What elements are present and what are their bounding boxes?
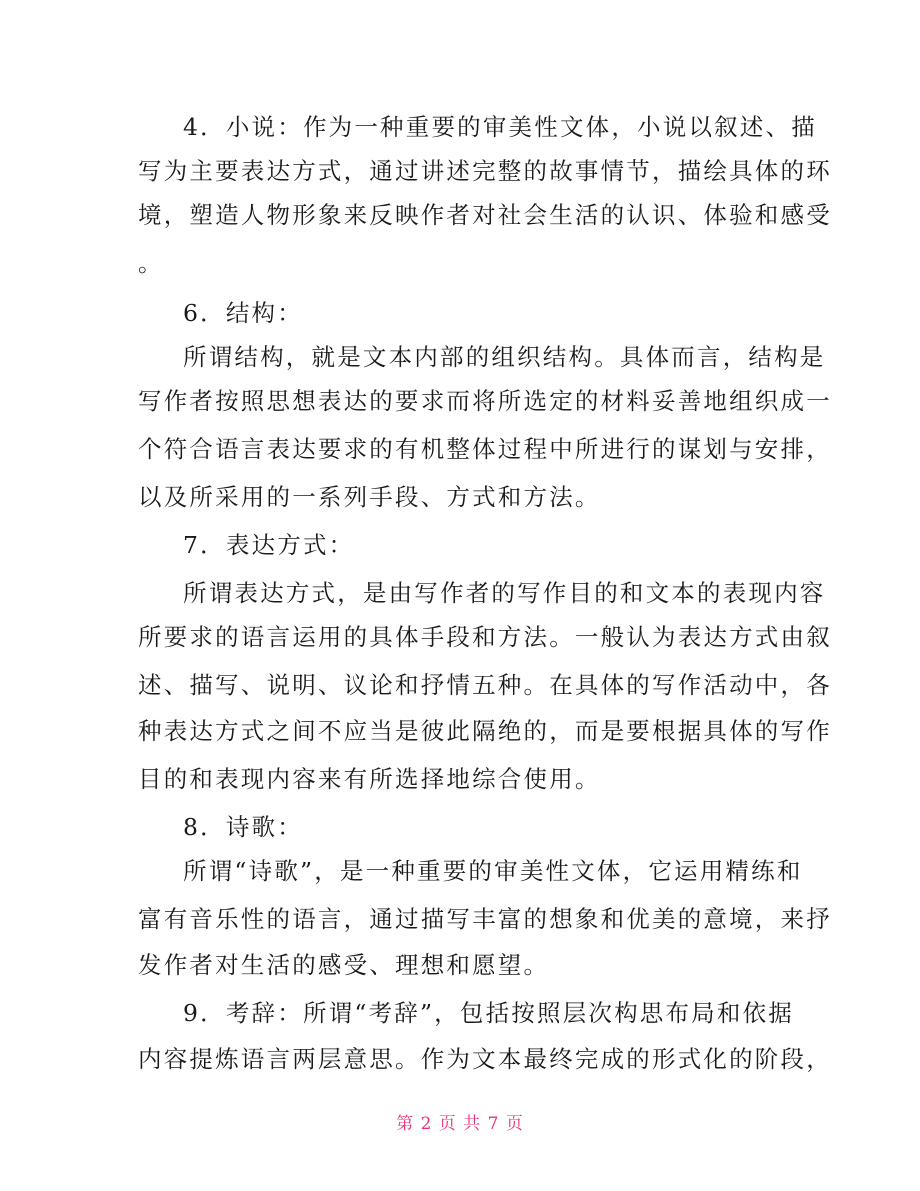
- section-heading: 6．结构：: [183, 299, 303, 327]
- text-line: 写为主要表达方式，通过讲述完整的故事情节，描绘具体的环: [138, 157, 832, 185]
- section-heading: 8．诗歌：: [183, 813, 303, 841]
- text-line: 种表达方式之间不应当是彼此隔绝的，而是要根据具体的写作: [138, 717, 832, 745]
- text-line: 所谓表达方式，是由写作者的写作目的和文本的表现内容: [183, 579, 826, 607]
- text-line: 目的和表现内容来有所选择地综合使用。: [138, 765, 601, 793]
- text-line: 个符合语言表达要求的有机整体过程中所进行的谋划与安排，: [138, 435, 832, 463]
- text-line: 所谓结构，就是文本内部的组织结构。具体而言，结构是: [183, 343, 826, 371]
- text-line: 富有音乐性的语言，通过描写丰富的想象和优美的意境，来抒: [138, 905, 832, 933]
- text-line: 所谓“诗歌”，是一种重要的审美性文体，它运用精练和: [183, 857, 803, 885]
- text-line: 境，塑造人物形象来反映作者对社会生活的认识、体验和感受: [138, 201, 832, 229]
- text-line: 写作者按照思想表达的要求而将所选定的材料妥善地组织成一: [138, 387, 832, 415]
- text-line: 述、描写、说明、议论和抒情五种。在具体的写作活动中，各: [138, 671, 832, 699]
- text-line: 所要求的语言运用的具体手段和方法。一般认为表达方式由叙: [138, 623, 832, 651]
- text-line: 。: [138, 249, 164, 277]
- section-heading: 9．考辞：所谓“考辞”，包括按照层次构思布局和依据: [183, 999, 794, 1027]
- page-number-footer: 第 2 页 共 7 页: [396, 1114, 524, 1134]
- text-line: 4．小说：作为一种重要的审美性文体，小说以叙述、描: [183, 113, 817, 141]
- text-line: 发作者对生活的感受、理想和愿望。: [138, 951, 550, 979]
- section-heading: 7．表达方式：: [183, 531, 355, 559]
- text-line: 以及所采用的一系列手段、方式和方法。: [138, 483, 601, 511]
- text-line: 内容提炼语言两层意思。作为文本最终完成的形式化的阶段，: [138, 1045, 832, 1073]
